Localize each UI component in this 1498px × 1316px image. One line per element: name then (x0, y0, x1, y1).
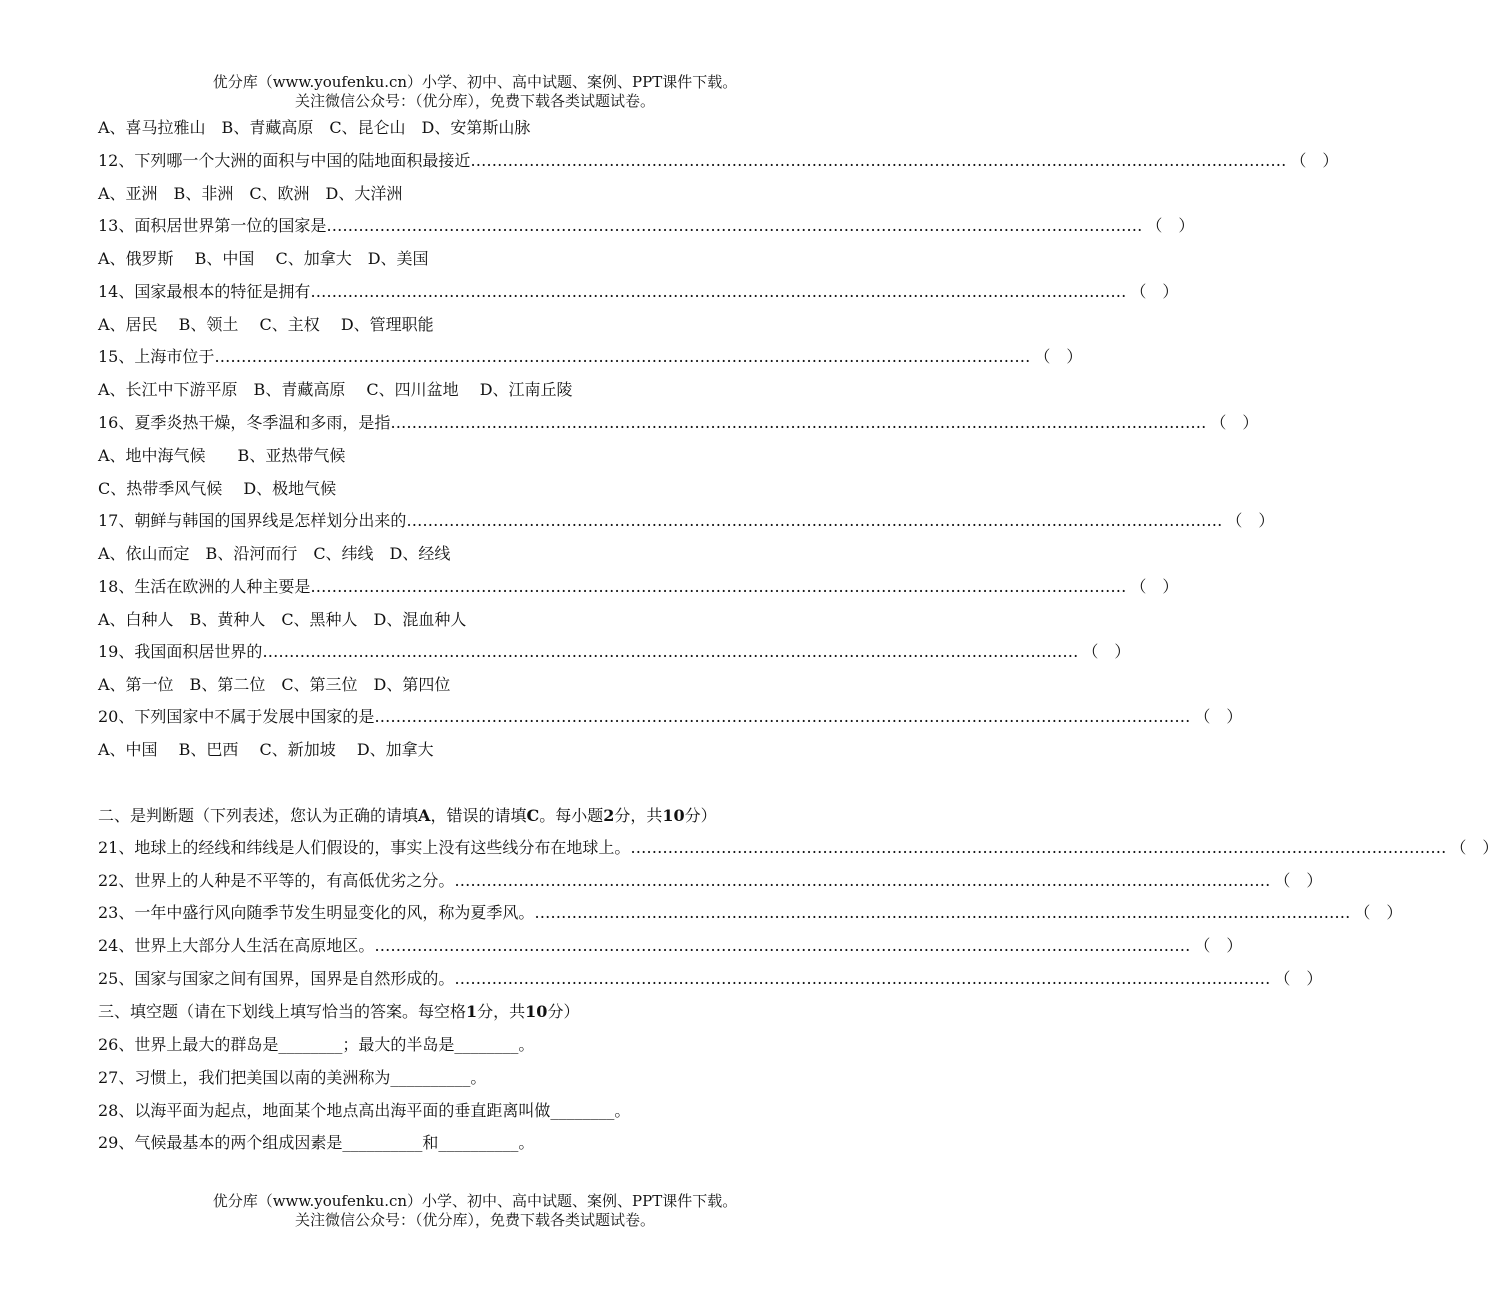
question-12 (98, 151, 1339, 171)
question-12-text: 12、下列哪一个大洲的面积与中国的陆地面积最接近 (98, 151, 471, 170)
answer-paren: （ ） (1194, 936, 1243, 955)
leader-dots: ……………………………………………………………………………………………………………………………………… (406, 511, 1223, 530)
answer-paren: （ ） (1210, 413, 1259, 432)
heading-bold: 10 (525, 1002, 548, 1021)
question-25 (98, 969, 1323, 989)
heading-text: 。每小题 (539, 806, 604, 825)
answer-paren: （ ） (1450, 838, 1498, 857)
leader-dots: ……………………………………………………………………………………………………………………………………… (454, 969, 1271, 988)
q12-options: A、亚洲 B、非洲 C、欧洲 D、大洋洲 (98, 184, 403, 203)
leader-dots: ……………………………………………………………………………………………………………………………………… (310, 282, 1127, 301)
q17-options: A、依山而定 B、沿河而行 C、纬线 D、经线 (98, 544, 451, 563)
question-21-text: 21、地球上的经线和纬线是人们假设的，事实上没有这些线分布在地球上。 (98, 838, 631, 857)
leader-dots: ……………………………………………………………………………………………………………………………………… (326, 216, 1143, 235)
leader-dots: ……………………………………………………………………………………………………………………………………… (374, 936, 1191, 955)
heading-bold: 1 (466, 1002, 478, 1021)
q16-options-cd: C、热带季风气候 D、极地气候 (98, 479, 337, 498)
answer-paren: （ ） (1354, 903, 1403, 922)
leader-dots: ……………………………………………………………………………………………………………………………………… (454, 871, 1271, 890)
answer-paren: （ ） (1130, 282, 1179, 301)
question-19 (98, 642, 1131, 662)
answer-paren: （ ） (1034, 347, 1083, 366)
question-24 (98, 936, 1243, 956)
q18-options: A、白种人 B、黄种人 C、黑种人 D、混血种人 (98, 610, 467, 629)
question-14-text: 14、国家最根本的特征是拥有 (98, 282, 311, 301)
question-21 (98, 838, 1498, 858)
fill-question-27: 27、习惯上，我们把美国以南的美洲称为__________。 (98, 1068, 487, 1087)
question-22 (98, 871, 1323, 891)
q11-options: A、喜马拉雅山 B、青藏高原 C、昆仑山 D、安第斯山脉 (98, 118, 531, 137)
question-23 (98, 903, 1403, 923)
question-20-text: 20、下列国家中不属于发展中国家的是 (98, 707, 375, 726)
q14-options: A、居民 B、领土 C、主权 D、管理职能 (98, 315, 434, 334)
footer-line-2: 关注微信公众号：（优分库），免费下载各类试题试卷。 (294, 1211, 655, 1229)
question-19-text: 19、我国面积居世界的 (98, 642, 263, 661)
heading-bold: 10 (662, 806, 685, 825)
heading-bold: 2 (603, 806, 615, 825)
question-13-text: 13、面积居世界第一位的国家是 (98, 216, 327, 235)
answer-paren: （ ） (1082, 642, 1131, 661)
fill-question-26: 26、世界上最大的群岛是________；最大的半岛是________。 (98, 1035, 535, 1054)
section-3-heading (98, 1002, 579, 1022)
footer-line-1: 优分库（www.youfenku.cn）小学、初中、高中试题、案例、PPT课件下载。 (212, 1192, 738, 1210)
question-15-text: 15、上海市位于 (98, 347, 215, 366)
leader-dots: ……………………………………………………………………………………………………………………………………… (390, 413, 1207, 432)
header-line-2: 关注微信公众号：（优分库），免费下载各类试题试卷。 (294, 92, 655, 110)
leader-dots: ……………………………………………………………………………………………………………………………………… (310, 577, 1127, 596)
q16-options-ab: A、地中海气候 B、亚热带气候 (98, 446, 346, 465)
answer-paren: （ ） (1274, 969, 1323, 988)
question-17 (98, 511, 1275, 531)
page-footer (0, 1192, 950, 1230)
q15-options: A、长江中下游平原 B、青藏高原 C、四川盆地 D、江南丘陵 (98, 380, 573, 399)
heading-text: 分，共 (614, 806, 663, 825)
q13-options: A、俄罗斯 B、中国 C、加拿大 D、美国 (98, 249, 429, 268)
leader-dots: ……………………………………………………………………………………………………………………………………… (534, 903, 1351, 922)
page-header (0, 73, 950, 111)
heading-text: 二、是判断题（下列表述，您认为正确的请填 (98, 806, 419, 825)
answer-paren: （ ） (1226, 511, 1275, 530)
question-25-text: 25、国家与国家之间有国界，国界是自然形成的。 (98, 969, 455, 988)
leader-dots: ……………………………………………………………………………………………………………………………………… (470, 151, 1287, 170)
heading-text: 三、填空题（请在下划线上填写恰当的答案。每空格 (98, 1002, 467, 1021)
leader-dots: ……………………………………………………………………………………………………………………………………… (630, 838, 1447, 857)
question-18-text: 18、生活在欧洲的人种主要是 (98, 577, 311, 596)
answer-paren: （ ） (1290, 151, 1339, 170)
question-16-text: 16、夏季炎热干燥，冬季温和多雨，是指 (98, 413, 391, 432)
question-14 (98, 282, 1179, 302)
heading-bold: A (418, 806, 431, 825)
answer-paren: （ ） (1146, 216, 1195, 235)
section-2-heading (98, 806, 717, 826)
question-23-text: 23、一年中盛行风向随季节发生明显变化的风，称为夏季风。 (98, 903, 535, 922)
question-22-text: 22、世界上的人种是不平等的，有高低优劣之分。 (98, 871, 455, 890)
question-13 (98, 216, 1195, 236)
fill-question-28: 28、以海平面为起点，地面某个地点高出海平面的垂直距离叫做________。 (98, 1101, 631, 1120)
question-15 (98, 347, 1083, 367)
q20-options: A、中国 B、巴西 C、新加坡 D、加拿大 (98, 740, 434, 759)
leader-dots: ……………………………………………………………………………………………………………………………………… (374, 707, 1191, 726)
heading-bold: C (526, 806, 540, 825)
question-16 (98, 413, 1259, 433)
leader-dots: ……………………………………………………………………………………………………………………………………… (262, 642, 1079, 661)
leader-dots: ……………………………………………………………………………………………………………………………………… (214, 347, 1031, 366)
question-24-text: 24、世界上大部分人生活在高原地区。 (98, 936, 375, 955)
q19-options: A、第一位 B、第二位 C、第三位 D、第四位 (98, 675, 451, 694)
heading-text: 分） (547, 1002, 580, 1021)
heading-text: ，错误的请填 (430, 806, 527, 825)
answer-paren: （ ） (1194, 707, 1243, 726)
heading-text: 分） (684, 806, 717, 825)
question-17-text: 17、朝鲜与韩国的国界线是怎样划分出来的 (98, 511, 407, 530)
answer-paren: （ ） (1274, 871, 1323, 890)
fill-question-29: 29、气候最基本的两个组成因素是__________和__________。 (98, 1133, 535, 1152)
heading-text: 分，共 (477, 1002, 526, 1021)
header-line-1: 优分库（www.youfenku.cn）小学、初中、高中试题、案例、PPT课件下载。 (212, 73, 738, 91)
answer-paren: （ ） (1130, 577, 1179, 596)
question-18 (98, 577, 1179, 597)
question-20 (98, 707, 1243, 727)
